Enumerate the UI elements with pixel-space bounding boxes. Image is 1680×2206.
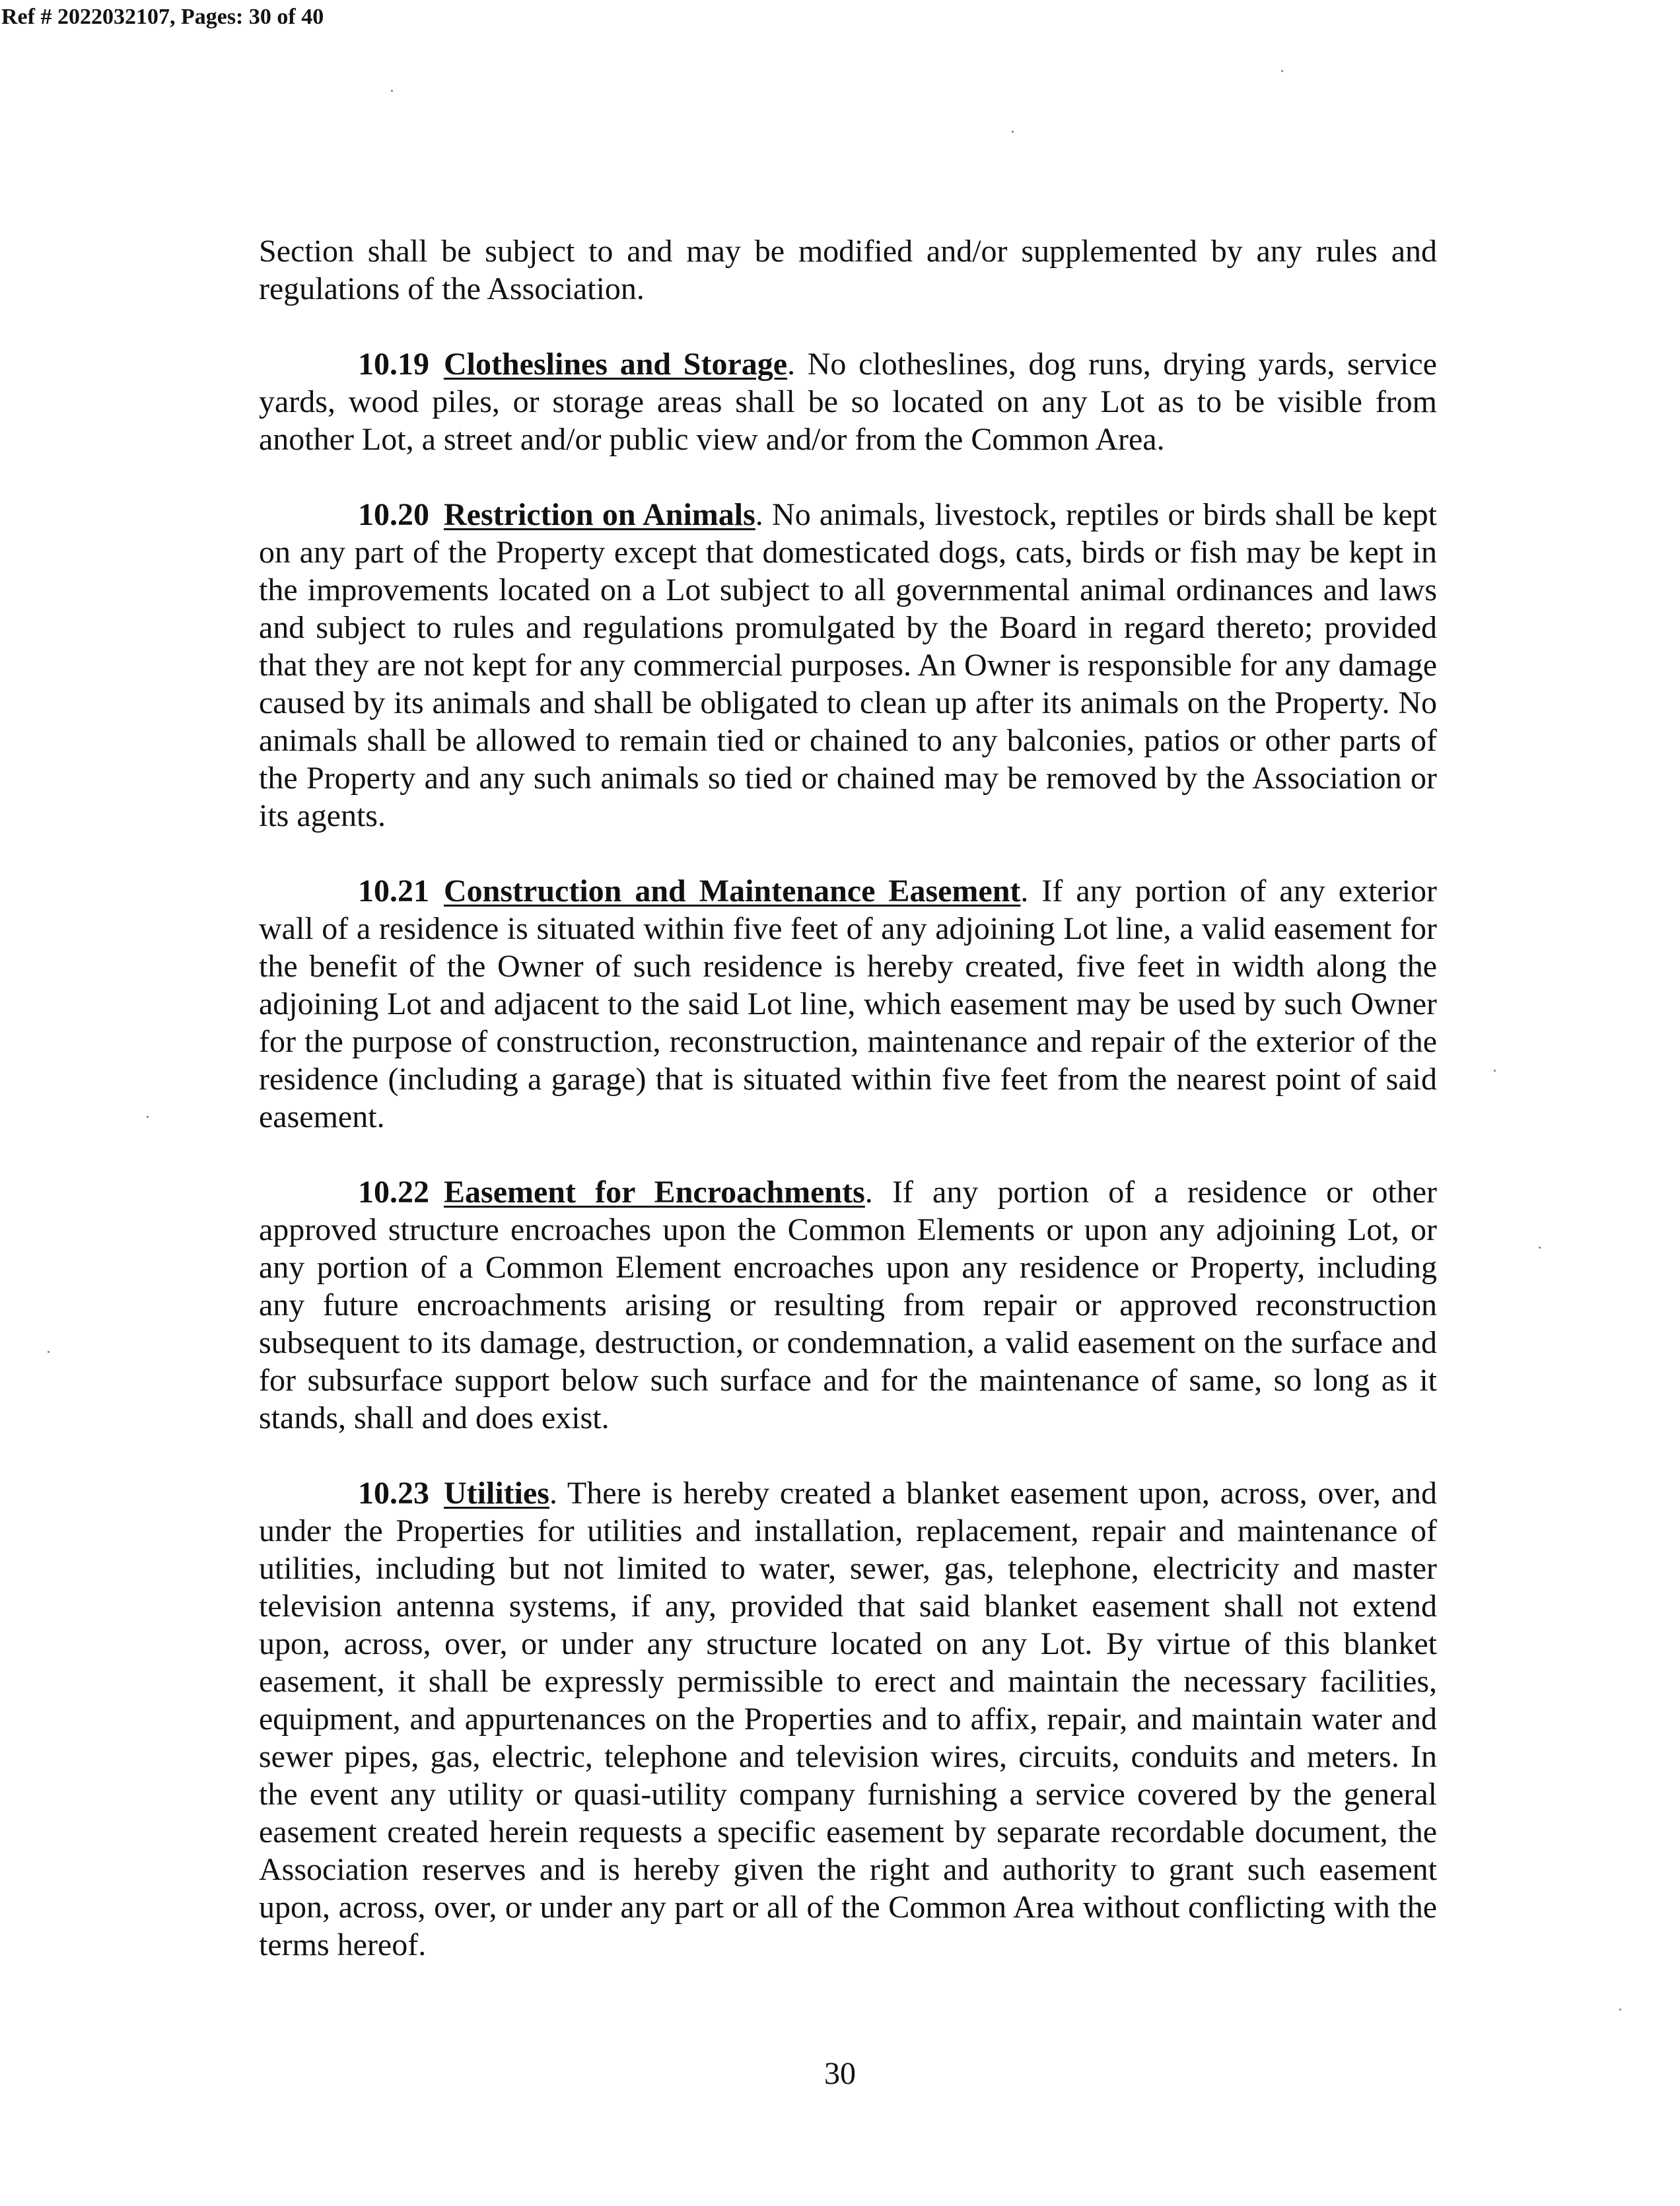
scan-speck [48,1351,50,1353]
section-10-23 [259,1474,1437,1964]
document-body [259,232,1437,2001]
section-10-20 [259,496,1437,835]
section-title: Clotheslines and Storage [444,347,788,382]
section-title: Restriction on Animals [444,497,755,532]
section-10-21 [259,872,1437,1136]
scan-speck [1619,2009,1621,2011]
section-number: 10.20 [358,497,429,532]
scan-speck [1494,1070,1496,1072]
section-text: . No animals, livestock, reptiles or birds shall be kept on any part of the Property except that domesticated dogs, cats, birds or fish may be kept in the improvements located on a Lot subject to all governmental animal ordinances and laws and subject to rules and regulations promulgated by the Board in regard thereto; provided that they are not kept for any commercial purposes. An Owner is responsible for any damage caused by its animals and shall be obligated to clean up after its animals on the Property. No animals shall be allowed to remain tied or chained to any balconies, patios or other parts of the Property and any such animals so tied or chained may be removed by the Association or its agents. [259,497,1437,833]
section-title: Construction and Maintenance Easement [444,874,1021,909]
scan-speck [391,90,393,92]
document-reference-header: Ref # 2022032107, Pages: 30 of 40 [1,5,324,29]
scan-speck [1281,70,1283,72]
section-number: 10.23 [358,1476,429,1511]
scan-speck [147,1116,149,1118]
section-text: . If any portion of a residence or other approved structure encroaches upon the Common Elements or upon any adjoining Lot, or any portion of a Common Element encroaches upon any residence or Property, including any future encroachments arising or resulting from repair or approved reconstruction subsequent to its damage, destruction, or condemnation, a valid easement on the surface and for subsurface support below such surface and for the maintenance of same, so long as it stands, shall and does exist. [259,1175,1438,1435]
section-10-19 [259,345,1437,458]
section-10-22 [259,1173,1437,1437]
section-text: . If any portion of any exterior wall of a residence is situated within five feet of any adjoining Lot line, a valid easement for the benefit of the Owner of such residence is hereby created, five feet in width along the adjoining Lot and adjacent to the said Lot line, which easement may be used by such Owner for the purpose of construction, reconstruction, maintenance and repair of the exterior of the residence (including a garage) that is situated within five feet from the nearest point of said easement. [259,874,1438,1134]
scan-speck [1539,1247,1541,1249]
section-number: 10.21 [358,874,429,909]
section-number: 10.22 [358,1175,429,1210]
page-number: 30 [824,2056,856,2091]
continuation-paragraph: Section shall be subject to and may be modified and/or supplemented by any rules and regulations of the Association. [259,234,1437,306]
section-text: . No clotheslines, dog runs, drying yards, service yards, wood piles, or storage areas shall be so located on any Lot as to be visible from another Lot, a street and/or public view and/or from the Common Area. [259,347,1437,457]
section-text: . There is hereby created a blanket easement upon, across, over, and under the Properties for utilities and installation, replacement, repair and maintenance of utilities, including but not limited to water, sewer, gas, telephone, electricity and master television antenna systems, if any, provided that said blanket easement shall not extend upon, across, over, or under any structure located on any Lot. By virtue of this blanket easement, it shall be expressly permissible to erect and maintain the necessary facilities, equipment, and appurtenances on the Properties and to affix, repair, and maintain water and sewer pipes, gas, electric, telephone and television wires, circuits, conduits and meters. In the event any utility or quasi-utility company furnishing a service covered by the general easement created herein requests a specific easement by separate recordable document, the Association reserves and is hereby given the right and authority to grant such easement upon, across, over, or under any part or all of the Common Area without conflicting with the terms hereof. [259,1476,1437,1962]
section-title: Easement for Encroachments [444,1175,865,1210]
section-title: Utilities [444,1476,549,1511]
scan-speck [1012,131,1014,133]
section-number: 10.19 [358,347,429,382]
